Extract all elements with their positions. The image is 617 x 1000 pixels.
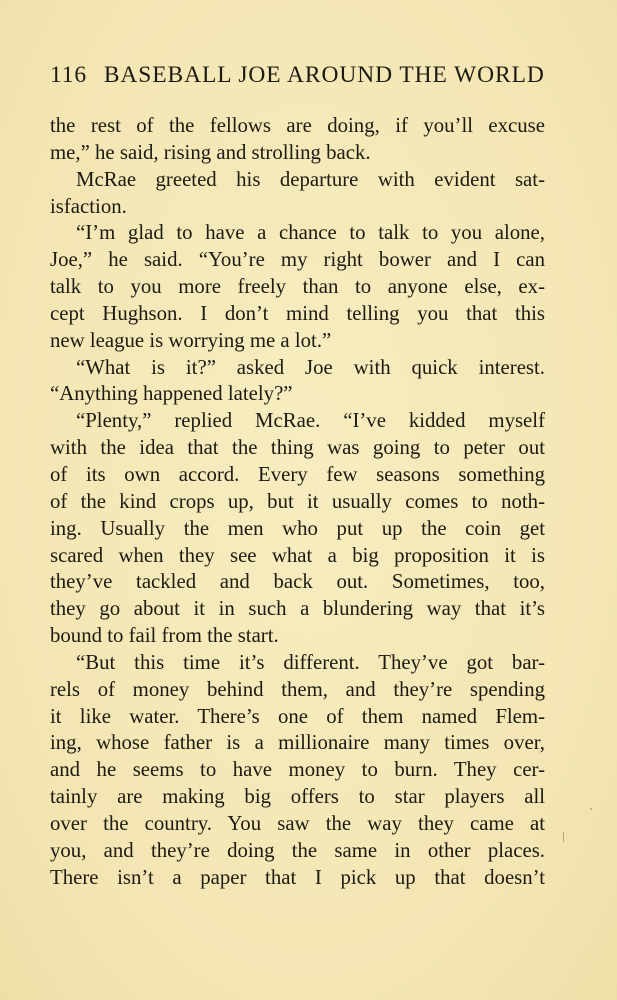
text-line: “What is it?” asked Joe with quick interest. [76, 355, 545, 379]
text-line: they go about it in such a blundering way that it’s [50, 597, 545, 621]
text-line: “Plenty,” replied McRae. “I’ve kidded myself [76, 409, 545, 433]
text-line: bound to fail from the start. [50, 624, 279, 648]
text-line: Joe,” he said. “You’re my right bower and I can [50, 248, 545, 272]
text-line: the rest of the fellows are doing, if you’ll excuse [50, 114, 545, 137]
text-line: me,” he said, rising and strolling back. [50, 140, 371, 164]
paper-speck [563, 832, 564, 842]
text-line: cept Hughson. I don’t mind telling you that this [50, 301, 545, 325]
text-line: There isn’t a paper that I pick up that doesn’t [50, 865, 545, 889]
text-line: you, and they’re doing the same in other places. [50, 838, 545, 862]
text-line: talk to you more freely than to anyone else, ex- [50, 275, 545, 299]
page-number: 116 [50, 62, 88, 88]
running-title: BASEBALL JOE AROUND THE WORLD [103, 62, 545, 88]
text-line: over the country. You saw the way they came at [50, 811, 545, 835]
text-line: “I’m glad to have a chance to talk to you alone, [76, 221, 545, 245]
text-line: tainly are making big offers to star players all [50, 785, 545, 809]
text-line: of the kind crops up, but it usually comes to noth- [50, 489, 545, 513]
text-line: it like water. There’s one of them named Flem- [50, 704, 545, 728]
text-line: rels of money behind them, and they’re spending [50, 677, 545, 701]
body-text [50, 113, 545, 891]
text-line: with the idea that the thing was going to peter out [50, 436, 545, 460]
running-head [50, 62, 545, 89]
text-line: ing. Usually the men who put up the coin get [50, 516, 545, 540]
text-line: of its own accord. Every few seasons something [50, 462, 545, 486]
text-line: and he seems to have money to burn. They cer- [50, 758, 545, 782]
text-line: ing, whose father is a millionaire many times over, [50, 731, 545, 755]
text-line: isfaction. [50, 194, 127, 218]
text-line: scared when they see what a big proposition it is [50, 543, 545, 567]
text-line: McRae greeted his departure with evident sat- [76, 167, 545, 191]
paper-speck [590, 808, 592, 810]
text-line: “But this time it’s different. They’ve got bar- [76, 650, 545, 674]
text-line: “Anything happened lately?” [50, 382, 293, 406]
text-line: they’ve tackled and back out. Sometimes, too, [50, 570, 545, 594]
text-line: new league is worrying me a lot.” [50, 328, 332, 352]
